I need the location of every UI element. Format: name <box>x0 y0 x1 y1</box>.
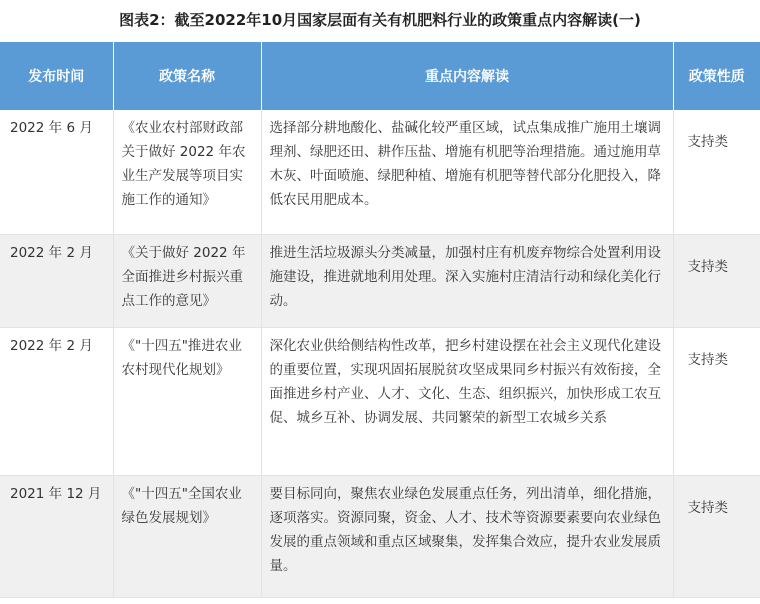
header-release-date: 发布时间 <box>0 42 113 110</box>
cell-date: 2021 年 12 月 <box>0 475 113 597</box>
cell-policy-name: 《"十四五"全国农业绿色发展规划》 <box>113 475 261 597</box>
header-key-content: 重点内容解读 <box>261 42 673 110</box>
policy-table <box>0 42 760 598</box>
cell-nature: 支持类 <box>673 110 760 234</box>
cell-content: 深化农业供给侧结构性改革，把乡村建设摆在社会主义现代化建设的重要位置，实现巩固拓展脱贫攻坚成果同乡村振兴有效衔接，全面推进乡村产业、人才、文化、生态、组织振兴，加快形成工农互促、城乡互补、协调发展、共同繁荣的新型工农城乡关系 <box>261 327 673 475</box>
cell-date: 2022 年 2 月 <box>0 327 113 475</box>
cell-nature: 支持类 <box>673 475 760 597</box>
cell-date: 2022 年 2 月 <box>0 234 113 327</box>
cell-nature: 支持类 <box>673 327 760 475</box>
cell-content: 推进生活垃圾源头分类减量，加强村庄有机废弃物综合处置利用设施建设，推进就地利用处理。深入实施村庄清洁行动和绿化美化行动。 <box>261 234 673 327</box>
cell-policy-name: 《关于做好 2022 年全面推进乡村振兴重点工作的意见》 <box>113 234 261 327</box>
table-row <box>0 110 760 234</box>
cell-date: 2022 年 6 月 <box>0 110 113 234</box>
table-header-row <box>0 42 760 110</box>
cell-content: 选择部分耕地酸化、盐碱化较严重区域，试点集成推广施用土壤调理剂、绿肥还田、耕作压盐、增施有机肥等治理措施。通过施用草木灰、叶面喷施、绿肥种植、增施有机肥等替代部分化肥投入，降低农民用肥成本。 <box>261 110 673 234</box>
cell-content: 要目标同向，聚焦农业绿色发展重点任务，列出清单，细化措施，逐项落实。资源同聚，资金、人才、技术等资源要素要向农业绿色发展的重点领域和重点区域聚集，发挥集合效应，提升农业发展质量。 <box>261 475 673 597</box>
cell-nature: 支持类 <box>673 234 760 327</box>
header-policy-name: 政策名称 <box>113 42 261 110</box>
table-row <box>0 475 760 597</box>
figure-title: 图表2：截至2022年10月国家层面有关有机肥料行业的政策重点内容解读(一) <box>119 11 641 29</box>
cell-policy-name: 《"十四五"推进农业农村现代化规划》 <box>113 327 261 475</box>
header-policy-nature: 政策性质 <box>673 42 760 110</box>
cell-policy-name: 《农业农村部财政部关于做好 2022 年农业生产发展等项目实施工作的通知》 <box>113 110 261 234</box>
table-row <box>0 234 760 327</box>
table-row <box>0 327 760 475</box>
